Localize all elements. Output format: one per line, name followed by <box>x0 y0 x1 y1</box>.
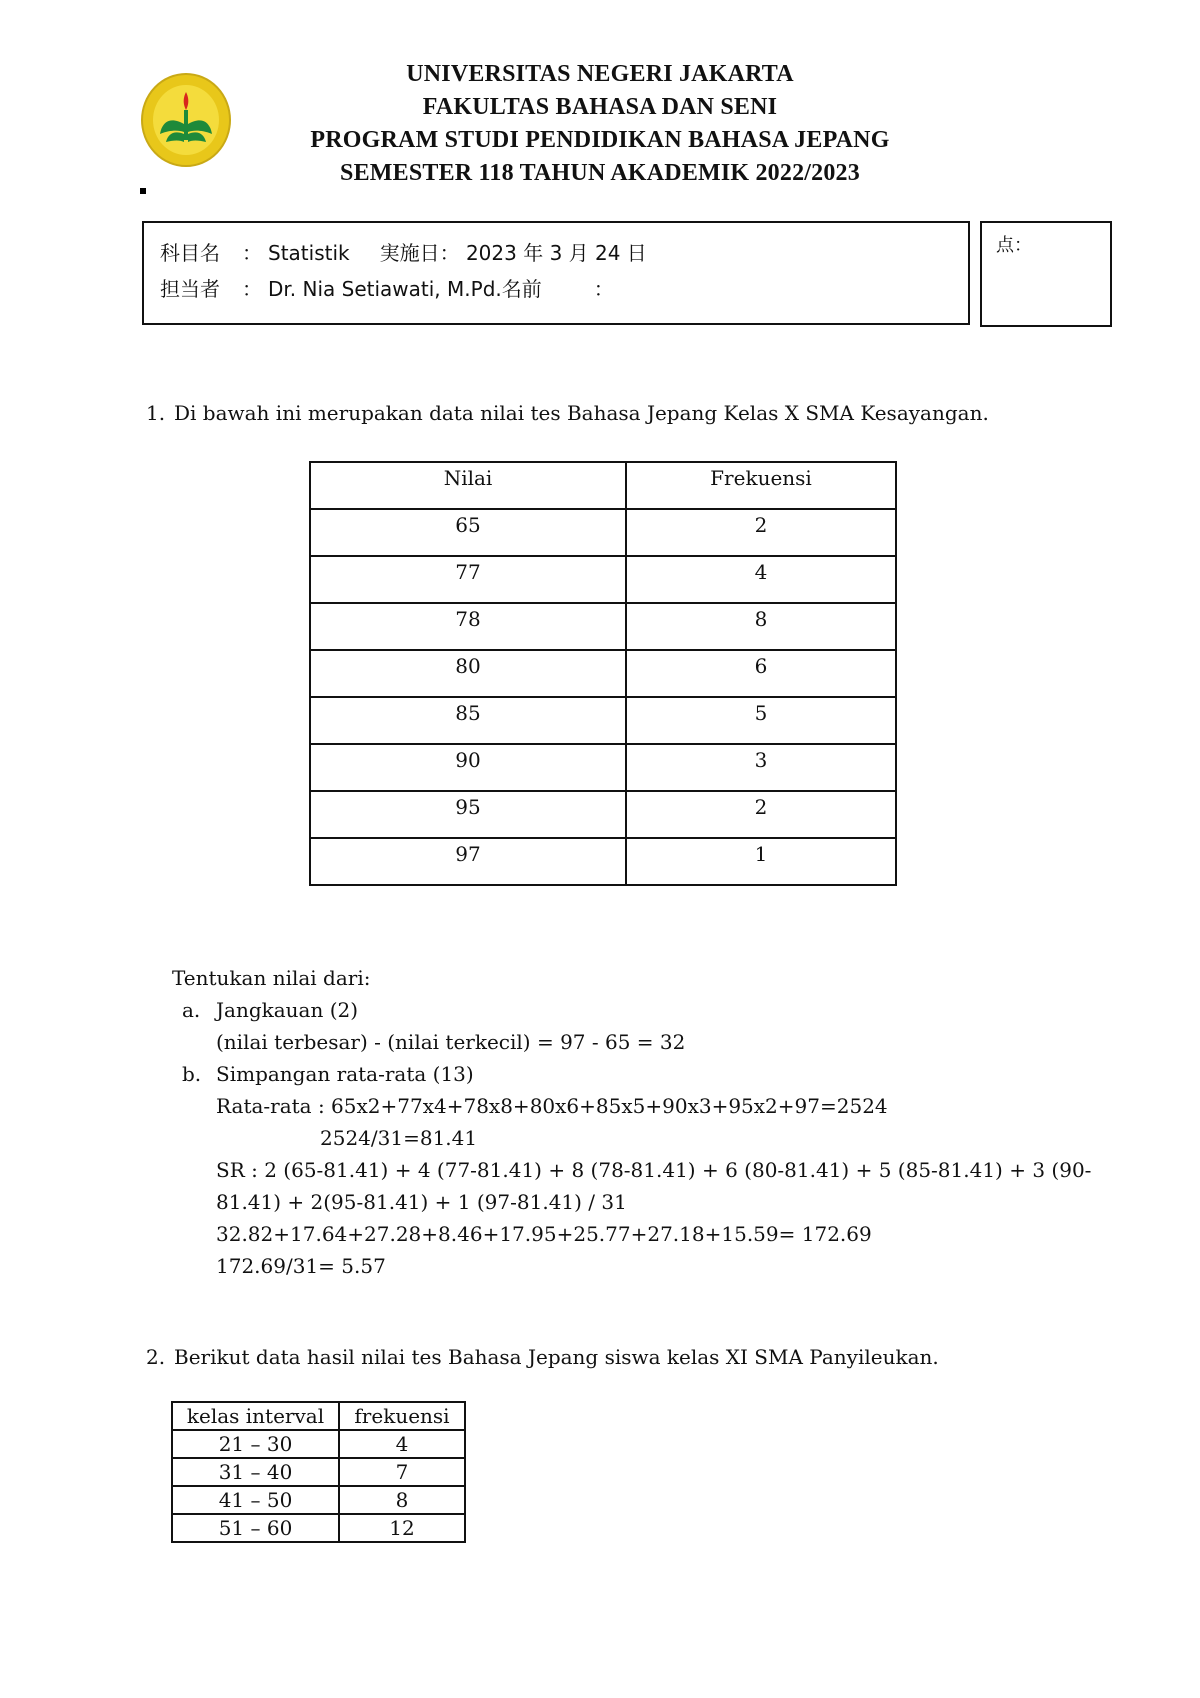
cell-nilai: 95 <box>310 791 626 838</box>
table-row <box>172 1430 465 1458</box>
table-row <box>172 1486 465 1514</box>
question-1-text: Di bawah ini merupakan data nilai tes Bahasa Jepang Kelas X SMA Kesayangan. <box>174 401 989 425</box>
part-b-line: 81.41) + 2(95-81.41) + 1 (97-81.41) / 31 <box>216 1190 627 1214</box>
table-row <box>310 509 896 556</box>
cell-nilai: 77 <box>310 556 626 603</box>
table-row <box>310 697 896 744</box>
date-label: 実施日： <box>379 241 460 265</box>
table-header-row <box>310 462 896 509</box>
faculty-name: FAKULTAS BAHASA DAN SENI <box>422 94 778 120</box>
name-label: 名前 <box>501 277 542 301</box>
part-b-line: SR : 2 (65-81.41) + 4 (77-81.41) + 8 (78-81.41) + 6 (80-81.41) + 5 (85-81.41) + 3 (90- <box>216 1158 1092 1182</box>
teacher-label: 担当者 <box>160 277 220 301</box>
cell-frekuensi: 8 <box>626 603 896 650</box>
cell-frekuensi: 7 <box>339 1458 465 1486</box>
document-header <box>230 58 970 190</box>
cell-nilai: 80 <box>310 650 626 697</box>
cell-nilai: 65 <box>310 509 626 556</box>
cell-nilai: 85 <box>310 697 626 744</box>
question-1-number: 1. <box>146 401 166 425</box>
university-name: UNIVERSITAS NEGERI JAKARTA <box>406 61 794 87</box>
program-name: PROGRAM STUDI PENDIDIKAN BAHASA JEPANG <box>310 127 890 153</box>
header-nilai: Nilai <box>310 462 626 509</box>
part-b-line: 32.82+17.64+27.28+8.46+17.95+25.77+27.18+15.59= 172.69 <box>216 1222 872 1246</box>
score-frequency-table <box>309 461 897 886</box>
question-1 <box>146 401 989 425</box>
cell-nilai: 97 <box>310 838 626 885</box>
score-label: 点： <box>996 235 1032 256</box>
part-b-line: Rata-rata : 65x2+77x4+78x8+80x6+85x5+90x3+95x2+97=2524 <box>216 1094 888 1118</box>
question-2 <box>146 1345 939 1369</box>
header-kelas-interval: kelas interval <box>172 1402 339 1430</box>
subject-separator: ： <box>242 241 262 265</box>
cell-frekuensi: 2 <box>626 791 896 838</box>
table-row <box>310 744 896 791</box>
bullet-mark <box>140 188 146 194</box>
teacher-value: Dr. Nia Setiawati, M.Pd. <box>268 277 502 301</box>
question-2-text: Berikut data hasil nilai tes Bahasa Jepang siswa kelas XI SMA Panyileukan. <box>174 1345 939 1369</box>
score-box <box>980 221 1112 327</box>
name-separator: ： <box>593 277 614 301</box>
answer-prompt: Tentukan nilai dari: <box>172 966 371 990</box>
question-2-number: 2. <box>146 1345 166 1369</box>
teacher-row <box>160 273 614 302</box>
cell-interval: 51 – 60 <box>172 1514 339 1542</box>
part-b-line: 2524/31=81.41 <box>320 1126 478 1150</box>
part-b-title: Simpangan rata-rata (13) <box>216 1062 474 1086</box>
subject-value: Statistik <box>268 241 350 265</box>
cell-frekuensi: 4 <box>339 1430 465 1458</box>
part-b-mark: b. <box>182 1062 202 1086</box>
cell-frekuensi: 5 <box>626 697 896 744</box>
university-logo <box>140 72 232 168</box>
table-row <box>310 650 896 697</box>
table-row <box>172 1458 465 1486</box>
teacher-separator: ： <box>242 277 262 301</box>
part-b-line: 172.69/31= 5.57 <box>216 1254 386 1278</box>
subject-label: 科目名 <box>160 241 220 265</box>
cell-frekuensi: 12 <box>339 1514 465 1542</box>
part-b <box>172 1058 1091 1090</box>
cell-frekuensi: 1 <box>626 838 896 885</box>
exam-info-box <box>142 221 970 325</box>
part-a-title: Jangkauan (2) <box>216 998 359 1022</box>
cell-frekuensi: 4 <box>626 556 896 603</box>
table-header-row <box>172 1402 465 1430</box>
cell-nilai: 78 <box>310 603 626 650</box>
interval-frequency-table <box>171 1401 466 1543</box>
semester-line: SEMESTER 118 TAHUN AKADEMIK 2022/2023 <box>340 160 860 186</box>
table-row <box>310 603 896 650</box>
cell-interval: 21 – 30 <box>172 1430 339 1458</box>
subject-row <box>160 237 647 266</box>
header-frekuensi: frekuensi <box>339 1402 465 1430</box>
part-a-mark: a. <box>182 998 201 1022</box>
question-1-answers <box>172 962 1091 1282</box>
cell-nilai: 90 <box>310 744 626 791</box>
cell-interval: 31 – 40 <box>172 1458 339 1486</box>
part-a-answer: (nilai terbesar) - (nilai terkecil) = 97 - 65 = 32 <box>216 1030 686 1054</box>
part-a <box>172 994 1091 1026</box>
table-row <box>310 556 896 603</box>
cell-frekuensi: 6 <box>626 650 896 697</box>
cell-frekuensi: 2 <box>626 509 896 556</box>
cell-frekuensi: 3 <box>626 744 896 791</box>
date-value: 2023 年 3 月 24 日 <box>465 241 647 265</box>
cell-interval: 41 – 50 <box>172 1486 339 1514</box>
cell-frekuensi: 8 <box>339 1486 465 1514</box>
table-row <box>172 1514 465 1542</box>
header-frekuensi: Frekuensi <box>626 462 896 509</box>
table-row <box>310 791 896 838</box>
table-row <box>310 838 896 885</box>
